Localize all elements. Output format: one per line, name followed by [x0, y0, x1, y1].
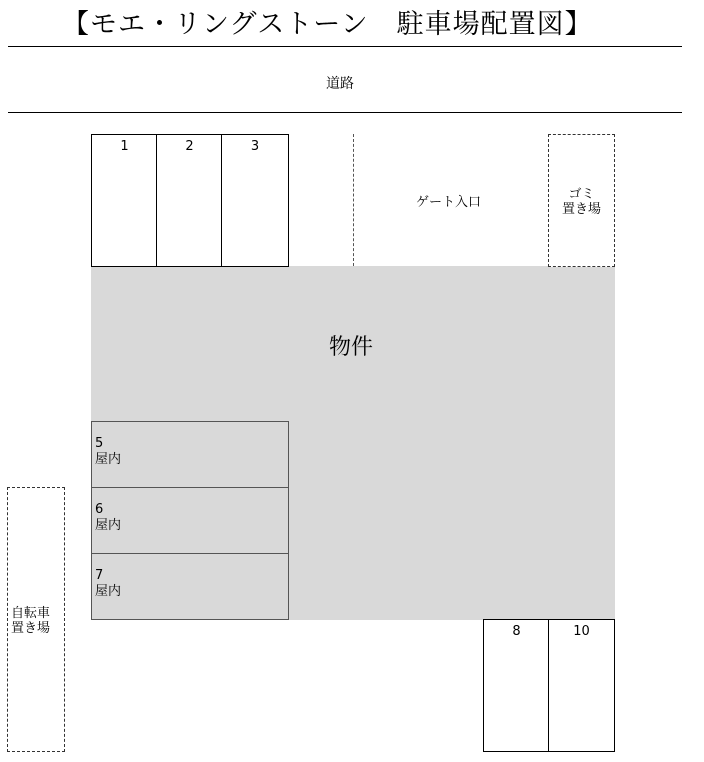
road-label: 道路: [326, 76, 354, 92]
bicycle-label-line1: 自転車: [11, 606, 51, 621]
parking-slot-7: [91, 553, 289, 620]
trash-label-line1: ゴミ: [568, 187, 595, 202]
indoor-label: 屋内: [95, 518, 122, 533]
page-title: 【モエ・リングストーン 駐車場配置図】: [62, 9, 593, 40]
parking-slot-8: [483, 619, 550, 752]
parking-slot-10: [548, 619, 615, 752]
indoor-label: 屋内: [95, 584, 122, 599]
parking-slot-number: 1: [120, 139, 129, 154]
parking-slot-number: 2: [185, 139, 194, 154]
gate-label: ゲート入口: [416, 195, 482, 210]
parking-slot-number: 5: [95, 436, 104, 451]
gate-divider: [353, 134, 354, 266]
parking-slot-2: [156, 134, 223, 267]
building-label: 物件: [329, 335, 374, 360]
parking-slot-1: [91, 134, 158, 267]
parking-slot-6: [91, 487, 289, 554]
trash-label-line2: 置き場: [561, 202, 601, 217]
parking-slot-number: 8: [512, 624, 521, 639]
bicycle-label-line2: 置き場: [11, 621, 51, 636]
parking-slot-5: [91, 421, 289, 488]
parking-slot-number: 7: [95, 568, 104, 583]
parking-slot-number: 3: [250, 139, 260, 154]
parking-slot-number: 6: [95, 502, 104, 517]
indoor-label: 屋内: [95, 452, 122, 467]
trash-area: [548, 134, 615, 267]
bicycle-parking: [7, 487, 65, 752]
road-bottom-line: [8, 112, 682, 113]
parking-slot-3: [221, 134, 289, 267]
parking-slot-number: 10: [573, 624, 590, 639]
road-top-line: [8, 46, 682, 47]
